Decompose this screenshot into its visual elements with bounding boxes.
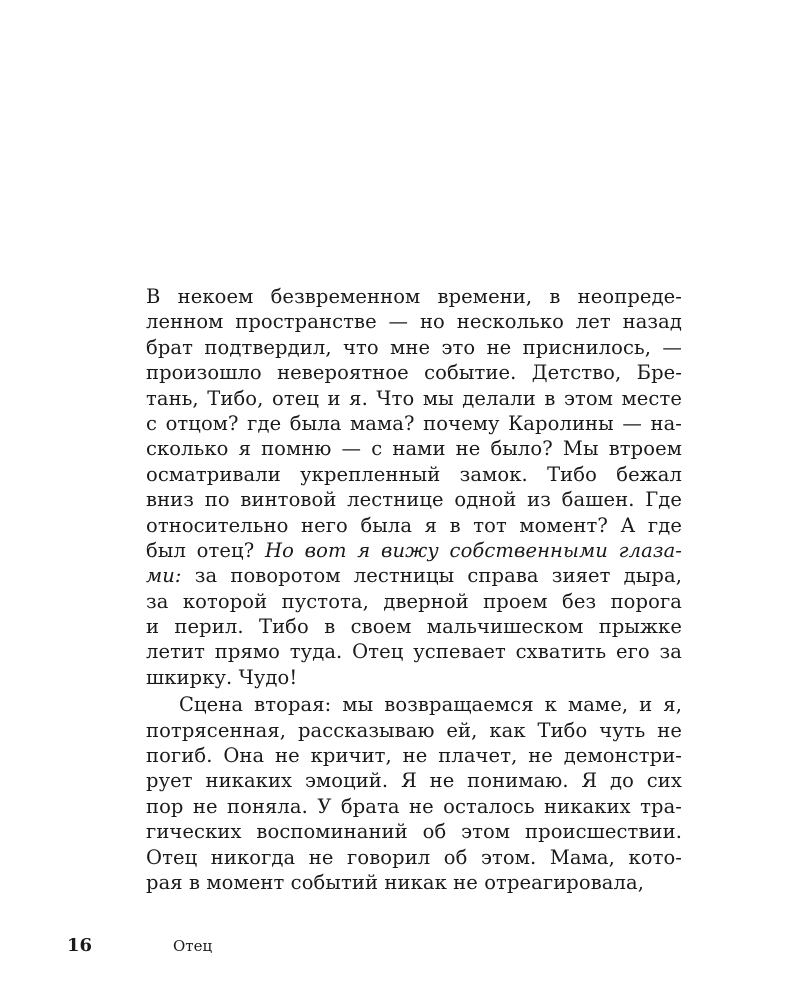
text-run: Отец никогда не говорил об этом. Мама, кото- (146, 845, 682, 869)
text-run: погиб. Она не кричит, не плачет, не демонстри- (146, 744, 682, 768)
text-line (146, 845, 682, 870)
text-line (146, 335, 682, 360)
paragraph (146, 284, 682, 690)
text-run: относительно него была я в тот момент? А где (146, 513, 682, 537)
text-line (146, 284, 682, 309)
text-run: рая в момент событий никак не отреагировала, (146, 870, 645, 894)
text-run: за которой пустота, дверной проем без порога (146, 589, 682, 613)
text-line (146, 639, 682, 664)
page-number: 16 (67, 935, 93, 956)
text-run: ленном пространстве — но несколько лет назад (146, 310, 682, 334)
text-run: Сцена вторая: мы возвращаемся к маме, и я, (179, 693, 682, 717)
text-line (146, 436, 682, 461)
text-run: рует никаких эмоций. Я не понимаю. Я до сих (146, 769, 682, 793)
text-line (146, 563, 682, 588)
running-head: Отец (173, 937, 213, 955)
text-line (146, 870, 682, 895)
text-line (146, 819, 682, 844)
text-line (146, 665, 682, 690)
italic-text: ми: (146, 564, 182, 588)
italic-text: Но вот я вижу собственными глаза- (264, 538, 682, 562)
text-line (146, 718, 682, 743)
text-run: и перил. Тибо в своем мальчишеском прыжке (146, 615, 682, 639)
text-line (146, 614, 682, 639)
text-line (146, 309, 682, 334)
text-run: вниз по винтовой лестнице одной из башен. Где (146, 488, 682, 512)
text-run: был отец? (146, 538, 265, 562)
text-run: пор не поняла. У брата не осталось никаких тра- (146, 794, 682, 818)
text-run: потрясенная, рассказываю ей, как Тибо чуть не (146, 718, 682, 742)
text-line (146, 538, 682, 563)
text-run: произошло невероятное событие. Детство, Бре- (146, 361, 682, 385)
text-line (146, 589, 682, 614)
text-run: осматривали укрепленный замок. Тибо бежал (146, 462, 682, 486)
body-text (146, 284, 682, 895)
text-line (146, 743, 682, 768)
text-run: сколько я помню — с нами не было? Мы втроем (146, 437, 682, 461)
paragraph (146, 692, 682, 895)
text-line (146, 794, 682, 819)
text-line (146, 462, 682, 487)
text-run: тань, Тибо, отец и я. Что мы делали в этом месте (146, 386, 682, 410)
text-line (146, 411, 682, 436)
text-line (146, 513, 682, 538)
text-run: В некоем безвременном времени, в неопреде- (146, 285, 682, 308)
text-line (146, 692, 682, 717)
text-run: шкирку. Чудо! (146, 665, 298, 689)
text-line (146, 487, 682, 512)
text-run: гических воспоминаний об этом происшествии. (146, 820, 682, 844)
text-run: летит прямо туда. Отец успевает схватить его за (146, 640, 682, 664)
text-line (146, 360, 682, 385)
text-line (146, 768, 682, 793)
text-run: за поворотом лестницы справа зияет дыра, (181, 564, 682, 588)
text-run: брат подтвердил, что мне это не приснилось, — (146, 335, 682, 359)
text-run: с отцом? где была мама? почему Каролины — на- (146, 411, 682, 435)
text-line (146, 386, 682, 411)
